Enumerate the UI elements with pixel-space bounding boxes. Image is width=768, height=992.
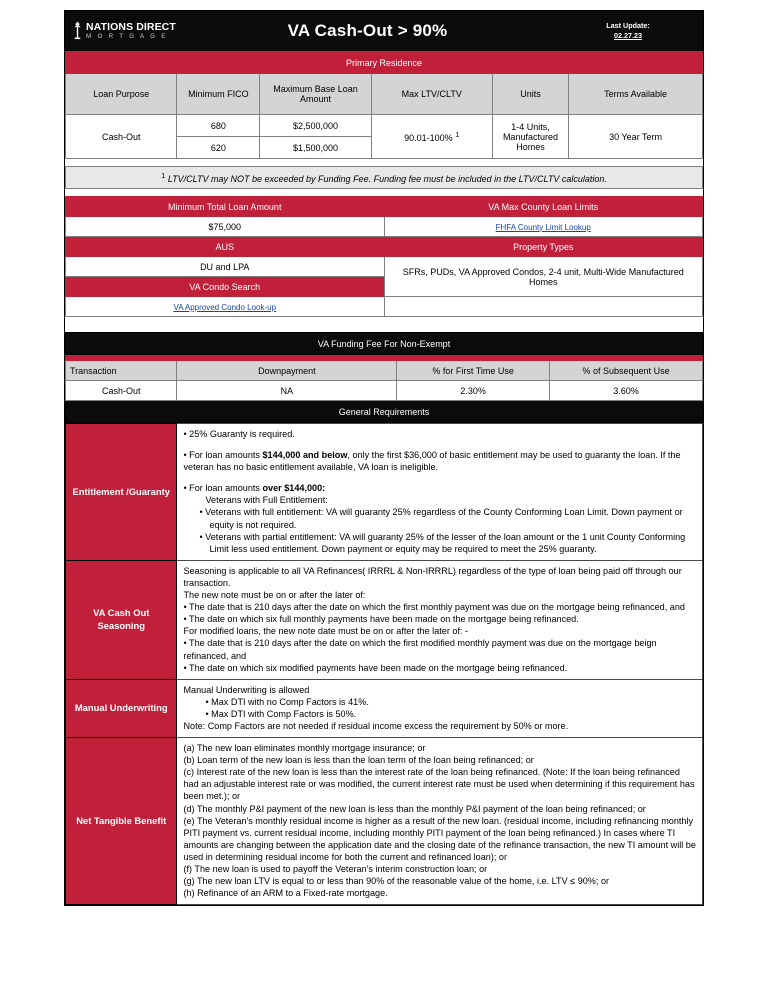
seasoning-p5: For modified loans, the new note date must be on or after the later of: - xyxy=(183,626,469,637)
ntb-b: (b) Loan term of the new loan is less than the loan term of the loan being refinanced; or xyxy=(183,755,534,766)
table-row xyxy=(66,115,703,137)
seasoning-p4: • The date on which six full monthly payments have been made on the mortgage being refinanced. xyxy=(183,614,579,625)
spacer-row xyxy=(66,189,703,197)
primary-residence-table xyxy=(65,51,703,196)
entitlement-p5: • Veterans with full entitlement: VA will guaranty 25% regardless of the County Conforming Loan Limit. Down payment or equity is not required. xyxy=(199,507,683,530)
min-total-loan-amount-header: Minimum Total Loan Amount xyxy=(66,197,385,217)
ntb-g: (g) The new loan LTV is equal to or less than 90% of the reasonable value of the home, i.e. LTV ≤ 90%; or xyxy=(183,876,610,887)
cell-max-ltv-cltv xyxy=(371,115,492,159)
column-header-minimum-fico: Minimum FICO xyxy=(177,74,260,115)
brand-tagline: M O R T G A G E xyxy=(86,32,168,40)
table-header-row xyxy=(66,74,703,115)
cell-transaction: Cash-Out xyxy=(66,381,177,401)
table-row xyxy=(66,297,703,317)
table-row xyxy=(66,197,703,217)
entitlement-p3-bold: over $144,000: xyxy=(262,483,326,494)
min-total-loan-amount-value: $75,000 xyxy=(66,217,385,237)
loan-info-table xyxy=(65,196,703,332)
entitlement-p2-bold: $144,000 and below xyxy=(262,450,348,461)
page-title: VA Cash-Out > 90% xyxy=(287,21,448,40)
table-row xyxy=(66,333,703,355)
max-ltv-cltv-footnote-marker: 1 xyxy=(455,130,460,139)
column-header-units: Units xyxy=(492,74,568,115)
footnote-marker: 1 xyxy=(161,171,166,180)
footnote-text: LTV/CLTV may NOT be exceeded by Funding Fee. Funding fee must be included in the LTV/CLTV calculation. xyxy=(167,174,607,184)
ntb-d: (d) The monthly P&I payment of the new loan is less than the monthly P&I payment of the loan being refinanced; or xyxy=(183,803,646,814)
spacer-row xyxy=(66,317,703,333)
spacer-row xyxy=(66,159,703,167)
fhfa-county-limit-lookup-cell xyxy=(384,217,703,237)
cell-downpayment: NA xyxy=(177,381,397,401)
cell-max-base-loan-amount-620: $1,500,000 xyxy=(260,137,371,159)
cell-fico-620: 620 xyxy=(177,137,260,159)
cell-terms-available: 30 Year Term xyxy=(569,115,703,159)
last-update-label: Last Update: xyxy=(606,20,650,30)
cell-loan-purpose: Cash-Out xyxy=(66,115,177,159)
aus-value: DU and LPA xyxy=(66,257,385,277)
primary-residence-footnote xyxy=(66,167,703,189)
entitlement-p4: Veterans with Full Entitlement: xyxy=(205,495,328,506)
last-update-value: 02.27.23 xyxy=(614,31,642,40)
entitlement-p3 xyxy=(183,482,696,494)
cell-subsequent-use: 3.60% xyxy=(550,381,703,401)
property-types-header: Property Types xyxy=(384,237,703,257)
entitlement-p3-pre: • For loan amounts xyxy=(183,483,263,494)
general-requirements-table xyxy=(65,423,703,905)
table-row xyxy=(66,679,703,737)
row-label-entitlement-guaranty: Entitlement /Guaranty xyxy=(66,424,177,561)
column-header-first-time-use: % for First Time Use xyxy=(397,361,550,381)
table-row xyxy=(66,52,703,74)
seasoning-p6: • The date that is 210 days after the date on which the first modified monthly payment was due on the mortgage beign refinanced, and xyxy=(183,638,657,661)
aus-header: AUS xyxy=(66,237,385,257)
manual-underwriting-p2: • Max DTI with no Comp Factors is 41%. xyxy=(205,696,369,707)
table-row xyxy=(66,401,703,423)
row-label-va-cash-out-seasoning: VA Cash Out Seasoning xyxy=(66,560,177,679)
cell-fico-680: 680 xyxy=(177,115,260,137)
primary-residence-band: Primary Residence xyxy=(66,52,703,74)
table-row xyxy=(66,560,703,679)
va-max-county-loan-limits-header: VA Max County Loan Limits xyxy=(384,197,703,217)
ntb-f: (f) The new loan is used to payoff the Veteran's interim construction loan; or xyxy=(183,864,488,874)
row-body-net-tangible-benefit xyxy=(177,738,703,905)
column-header-subsequent-use: % of Subsequent Use xyxy=(550,361,703,381)
table-row xyxy=(66,217,703,237)
row-body-va-cash-out-seasoning xyxy=(177,560,703,679)
va-approved-condo-lookup-cell xyxy=(66,297,385,317)
cell-units: 1-4 Units, Manufactured Homes xyxy=(492,115,568,159)
brand-logo-text xyxy=(86,22,176,40)
manual-underwriting-p1: Manual Underwriting is allowed xyxy=(183,684,310,695)
column-header-loan-purpose: Loan Purpose xyxy=(66,74,177,115)
info-grid-blank-cell xyxy=(384,297,703,317)
seasoning-p3: • The date that is 210 days after the date on which the first monthly payment was due on the mortgage being refinanced, and xyxy=(183,602,685,613)
row-label-net-tangible-benefit: Net Tangible Benefit xyxy=(66,738,177,905)
row-body-manual-underwriting xyxy=(177,679,703,737)
funding-fee-band: VA Funding Fee For Non-Exempt xyxy=(66,333,703,355)
seasoning-p2: The new note must be on or after the later of: xyxy=(183,590,366,601)
entitlement-p2-pre: • For loan amounts xyxy=(183,450,263,461)
entitlement-p6: • Veterans with partial entitlement: VA will guaranty 25% of the lesser of the loan amount or the 1 unit County Conforming Limit less used entitlement. Down payment or equity may be required to meet the 25% guaranty. xyxy=(199,531,686,554)
nations-direct-emblem-icon xyxy=(72,21,83,41)
brand-name: NATIONS DIRECT xyxy=(86,21,176,34)
column-header-downpayment: Downpayment xyxy=(177,361,397,381)
document-masthead xyxy=(64,10,704,51)
property-types-value: SFRs, PUDs, VA Approved Condos, 2-4 unit, Multi-Wide Manufactured Homes xyxy=(384,257,703,297)
table-row xyxy=(66,738,703,905)
table-row xyxy=(66,167,703,189)
row-label-manual-underwriting: Manual Underwriting xyxy=(66,679,177,737)
row-body-entitlement-guaranty xyxy=(177,424,703,561)
funding-fee-table xyxy=(65,332,703,423)
ntb-c: (c) Interest rate of the new loan is less than the interest rate of the loan being refinanced. (Note: If the loan being refinanced had an adjustable interest rate or was modified, the current interest rate must be used when determining if this requirement has been met.); or xyxy=(183,767,695,802)
column-header-terms-available: Terms Available xyxy=(569,74,703,115)
va-condo-search-header: VA Condo Search xyxy=(66,277,385,297)
ntb-e: (e) The Veteran's monthly residual income is higher as a result of the new loan. (residual income, including refinancing monthly PITI payment vs. current residual income, including monthly PITI payment of the loan being refinanced.) In cases where TI amounts are changing between the application date and the closing date of the refinance transaction, the new TI amount will be used in determining residual income for both the current and refinanced loan); or xyxy=(183,815,696,862)
seasoning-p1: Seasoning is applicable to all VA Refinances( IRRRL & Non-IRRRL) regardless of the type of loan being paid off through our transaction. xyxy=(183,565,682,588)
fhfa-county-limit-lookup-link[interactable]: FHFA County Limit Lookup xyxy=(495,222,591,232)
primary-residence-section xyxy=(64,51,704,906)
last-update-block xyxy=(553,21,703,42)
manual-underwriting-p3: • Max DTI with Comp Factors is 50%. xyxy=(205,708,357,719)
entitlement-p1: • 25% Guaranty is required. xyxy=(183,429,295,439)
ntb-h: (h) Refinance of an ARM to a Fixed-rate mortgage. xyxy=(183,888,388,899)
ntb-a: (a) The new loan eliminates monthly mortgage insurance; or xyxy=(183,743,426,754)
max-ltv-cltv-value: 90.01-100% xyxy=(404,133,453,143)
column-header-transaction: Transaction xyxy=(66,361,177,381)
cell-max-base-loan-amount-680: $2,500,000 xyxy=(260,115,371,137)
table-row xyxy=(66,257,703,277)
entitlement-p2 xyxy=(183,449,696,473)
manual-underwriting-p4: Note: Comp Factors are not needed if residual income excess the requirement by 50% or more. xyxy=(183,720,569,731)
entitlement-p2-post: , only the first $36,000 of basic entitlement may be used to guaranty the loan. If the veteran has no basic entitlement available, VA loan is ineligible. xyxy=(183,450,681,473)
table-row xyxy=(66,237,703,257)
va-approved-condo-lookup-link[interactable]: VA Approved Condo Look-up xyxy=(173,302,277,312)
seasoning-p7: • The date on which six modified payments have been made on the mortgage being refinanced. xyxy=(183,662,568,673)
column-header-max-ltv-cltv: Max LTV/CLTV xyxy=(371,74,492,115)
cell-first-time-use: 2.30% xyxy=(397,381,550,401)
table-row xyxy=(66,381,703,401)
table-row xyxy=(66,424,703,561)
general-requirements-band: General Requirements xyxy=(66,401,703,423)
table-header-row xyxy=(66,361,703,381)
column-header-maximum-base-loan-amount: Maximum Base Loan Amount xyxy=(260,74,371,115)
